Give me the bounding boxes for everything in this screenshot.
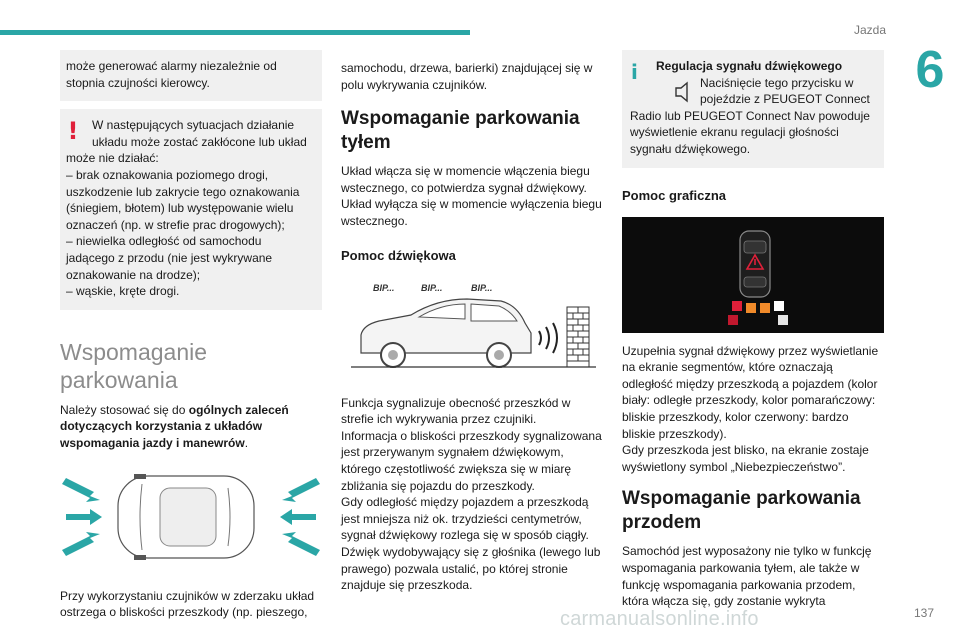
column-1 [60,50,322,621]
danger-icon-bar [754,259,756,265]
info-rest: Radio lub PEUGEOT Connect Nav powoduje wyświetlenie ekranu regulacji głośności sygnału dźwiękowego. [630,108,870,156]
warning-line-2: układu może zostać zakłócone lub układ [92,134,307,149]
screen-car-windshield [744,241,766,253]
arrow-icon [62,532,100,556]
graphic-aid-text: Uzupełnia sygnał dźwiękowy przez wyświetlanie na ekranie segmentów, które oznaczają odległość między przeszkodą a pojazdem (kolor biały: odległe przeszkody, kolor pomarańczowy: bliskie przeszkody, kolor czerwony: bardzo bliskie przeszkody). Gdy przeszkoda jest blisko, na ekranie zostaje wyświetlony symbol „Niebezpieczeństwo”. [622,343,879,474]
arrow-icon [280,509,316,525]
section-title [60,338,322,394]
intro-text: może generować alarmy niezależnie od stopnia czujności kierowcy. [66,59,277,90]
warning-rest: może nie działać: [66,151,159,166]
graphic-aid-screen-illustration [622,217,884,333]
info-icon: i [631,60,638,84]
column-3 [622,50,884,610]
exclamation-icon: ! [67,117,79,146]
arrow-icon [62,478,100,502]
segment-red [728,315,738,325]
section-label: Jazda [853,23,886,37]
continued-text: samochodu, drzewa, barierki) znajdującej się w polu wykrywania czujników. [341,61,593,92]
car-top-view-illustration [60,462,322,572]
column-2 [341,50,606,594]
speaker-icon [672,79,698,105]
warning-item: – wąskie, kręte drogi. [66,284,180,299]
sound-wave [553,323,557,353]
arrow-icon [282,478,320,502]
segment-orange [746,303,756,313]
bip-label: BIP... [421,282,443,293]
front-parking-title: Wspomaganie parkowania przodem [622,488,861,534]
chapter-number: 6 [915,41,945,99]
segment-white [774,301,784,311]
advice-prefix: Należy stosować się do [60,402,189,417]
wheel-hub [388,350,398,360]
arrow-icon [282,532,320,556]
general-advice-paragraph [60,402,322,452]
bip-label: BIP... [471,282,493,293]
graphic-aid-title: Pomoc graficzna [622,187,727,203]
warning-item: – brak oznakowania poziomego drogi, uszkodzenie lub zakrycie tego oznakowania (śniegiem, błotem) lub występowanie wielu oznaczeń (np. w strefie prac drogowych); [66,167,300,232]
audio-aid-title: Pomoc dźwiękowa [341,247,456,263]
section-title-line-1: Wspomaganie [60,338,208,365]
audio-aid-text: Funkcja sygnalizuje obecność przeszkód w strefie ich wykrywania przez czujniki. Informacja o bliskości przeszkody sygnalizowana jest przerywanym sygnałem dźwiękowym, którego częstotliwość zwiększa się w miarę zbliżania się pojazdu do przeszkody. Gdy odległość między pojazdem a przeszkodą jest mniejsza niż ok. trzydzieści centymetrów, sygnał dźwiękowy rozlega się w sposób ciągły. Dźwięk wydobywający się z głośnika (lewego lub prawego) pozwala ustalić, po której stronie znajduje się przeszkoda. [341,395,602,593]
section-title-line-2: parkowania [60,366,178,393]
info-title: Regulacja sygnału dźwiękowego [656,59,843,73]
rear-parking-title: Wspomaganie parkowania tyłem [341,108,580,154]
sound-wave [546,327,549,349]
intro-box [60,50,322,101]
header-accent-bar [0,30,470,35]
info-line-2: pojeździe z PEUGEOT Connect [700,92,870,107]
sensor-text: Przy wykorzystaniu czujników w zderzaku układ ostrzega o bliskości przeszkody (np. pieszego, [60,588,315,620]
sound-wave [539,331,541,345]
front-parking-text: Samochód jest wyposażony nie tylko w funkcję wspomagania parkowania tyłem, ale także w funkcję wspomagania parkowania przodem, która włącza się, gdy zostanie wykryta [622,544,872,609]
advice-bold: ogólnych zaleceń dotyczących korzystania z układów wspomagania jazdy i manewrów [60,402,289,450]
segment-red [732,301,742,311]
warning-line-1: W następujących sytuacjach działanie [92,118,295,133]
brick-wall [567,307,589,367]
segment-white [778,315,788,325]
info-line-1: Naciśnięcie tego przycisku w [700,75,854,90]
mirror-right [134,555,146,560]
page-number: 137 [913,606,934,620]
warning-item: – niewielka odległość od samochodu jadącego z przodu (nie jest wykrywane oznakowanie na drodze); [66,234,273,282]
warning-box [60,109,322,310]
rear-parking-text: Układ włącza się w momencie włączenia biegu wstecznego, co potwierdza sygnał dźwiękowy. Układ wyłącza się w momencie wyłączenia biegu wstecznego. [341,164,602,228]
wheel-hub [494,350,504,360]
watermark: carmanualsonline.info [560,608,759,630]
info-button-row [630,75,874,108]
car-roof [160,488,216,546]
rear-parking-audio-illustration [341,271,606,381]
segment-orange [760,303,770,313]
mirror-left [134,474,146,479]
screen-car-rear-window [744,277,766,287]
arrow-icon [66,509,102,525]
advice-suffix: . [244,435,249,450]
info-box [622,50,884,168]
bip-label: BIP... [373,282,395,293]
